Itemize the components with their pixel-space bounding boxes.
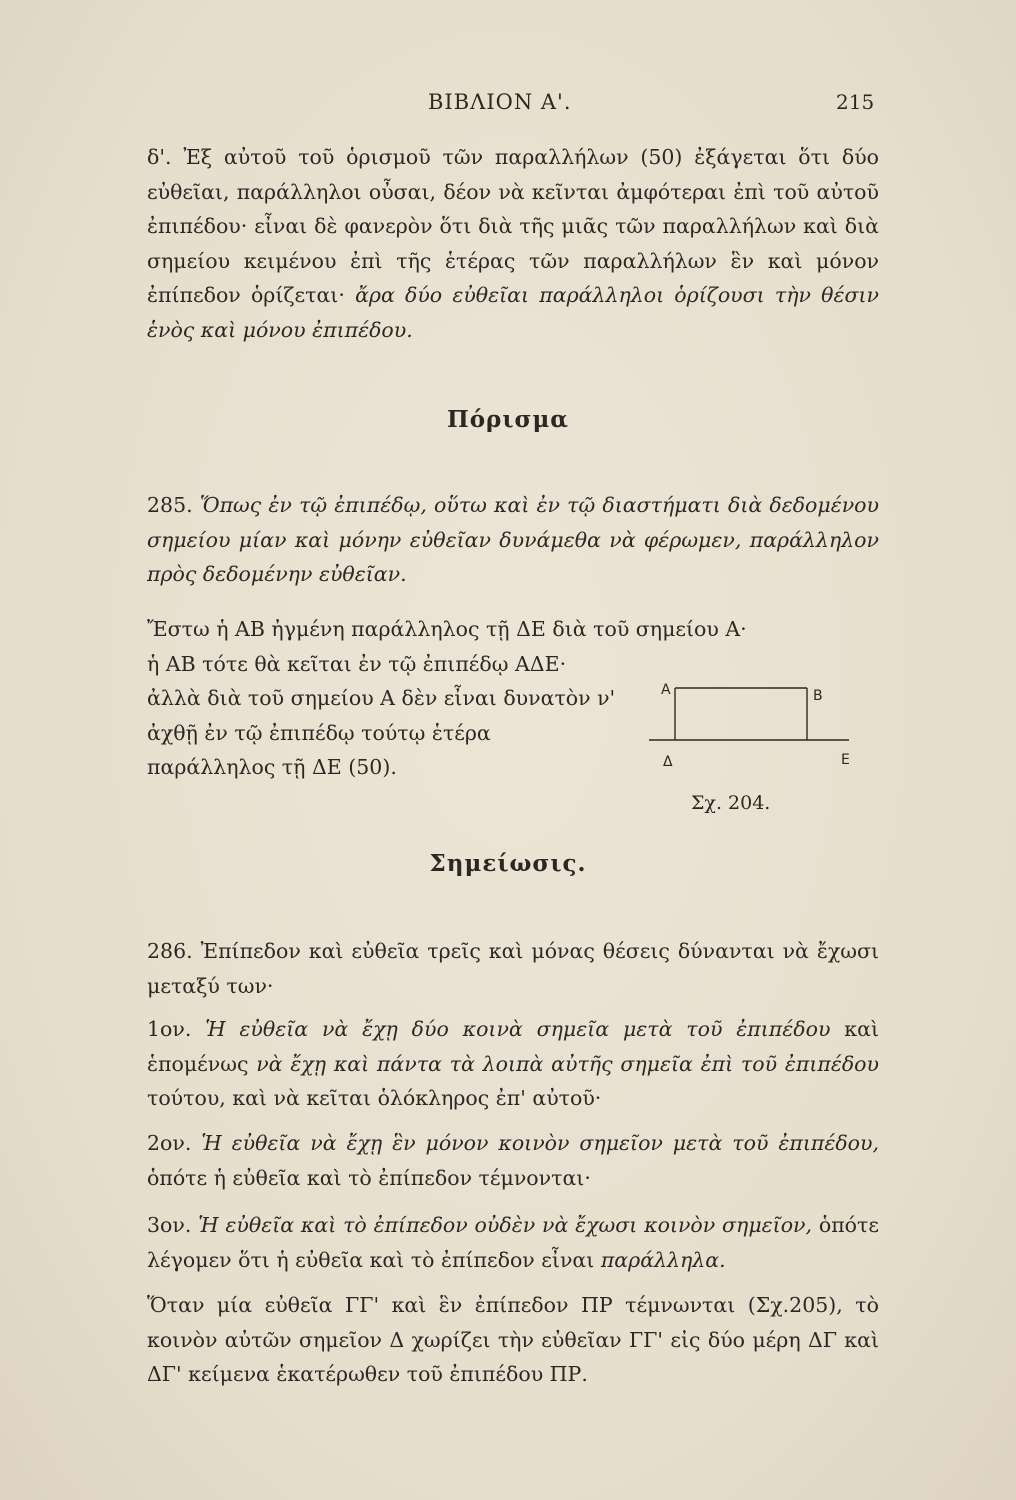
paragraph-286: 286. Ἐπίπεδον καὶ εὐθεῖα τρεῖς καὶ μόνας θέσεις δύνανται νὰ ἔχωσι μεταξύ των· [147,939,879,998]
paragraph-delta-conclusion: ἄρα δύο εὐθεῖαι παράλληλοι ὁρίζουσι τὴν θέσιν ἑνὸς καὶ μόνου ἐπιπέδου. [147,283,879,342]
proof-with-figure [147,612,879,812]
heading-simeiosis: Σημείωσις. [429,850,587,877]
case-1-plain-a: καὶ ἑπομένως [147,1017,879,1076]
case-2-number: 2ον. [147,1131,192,1155]
paragraph-285 [147,488,879,592]
case-3-italic-b: παράλληλα. [600,1247,726,1272]
proof-rest: ἡ ΑΒ τότε θὰ κεῖται ἐν τῷ ἐπιπέδῳ ΑΔΕ· ἀλλὰ διὰ τοῦ σημείου Α δὲν εἶναι δυνατὸν ν' ἀχθῇ ἐν τῷ ἐπιπέδῳ τούτῳ ἑτέρα παράλληλος τῇ ΔΕ (50). [147,651,616,779]
case-1-number: 1ον. [147,1017,192,1041]
running-title: ΒΙΒΛΙΟΝ Α'. [428,90,572,114]
case-2-italic: Ἡ εὐθεῖα νὰ ἔχῃ ἓν μόνον κοινὸν σημεῖον μετὰ τοῦ ἐπιπέδου, [201,1131,879,1155]
running-head [0,90,1016,120]
figure-204 [637,680,877,790]
proof-first-line: Ἔστω ἡ ΑΒ ἠγμένη παράλληλος τῇ ΔΕ διὰ τοῦ σημείου Α· [147,617,747,641]
label-e: E [841,752,850,768]
paragraph-delta-text: δ'. Ἐξ αὐτοῦ τοῦ ὁρισμοῦ τῶν παραλλήλων (50) ἐξάγεται ὅτι δύο εὐθεῖαι, παράλληλοι οὖσαι, δέον νὰ κεῖνται ἀμφότεραι ἐπὶ τοῦ αὐτοῦ ἐπιπέδου· εἶναι δὲ φανερὸν ὅτι διὰ τῆς μιᾶς τῶν παραλλήλων καὶ διὰ σημείου κειμένου ἐπὶ τῆς ἑτέρας τῶν παραλλήλων ἓν καὶ μόνον ἐπίπεδον ὁρίζεται· [147,145,879,307]
case-1-italic-b: νὰ ἔχῃ καὶ πάντα τὰ λοιπὰ αὐτῆς σημεῖα ἐπὶ τοῦ ἐπιπέδου [256,1051,879,1076]
page-number: 215 [836,90,875,114]
paragraph-last: Ὅταν μία εὐθεῖα ΓΓ' καὶ ἓν ἐπίπεδον ΠΡ τέμνωνται (Σχ.205), τὸ κοινὸν αὐτῶν σημεῖον Δ χωρίζει τὴν εὐθεῖαν ΓΓ' εἰς δύο μέρη ΔΓ καὶ ΔΓ' κείμενα ἑκατέρωθεν τοῦ ἐπιπέδου ΠΡ. [147,1293,879,1386]
case-3-plain: ὁπότε λέγομεν ὅτι ἡ εὐθεῖα καὶ τὸ ἐπίπεδον εἶναι [147,1213,879,1272]
case-3 [147,1208,879,1277]
case-1-plain-b: τούτου, καὶ νὰ κεῖται ὁλόκληρος ἐπ' αὐτοῦ· [147,1086,602,1110]
label-a: A [661,682,671,698]
case-2 [147,1126,879,1195]
paragraph-285-statement: Ὅπως ἐν τῷ ἐπιπέδῳ, οὕτω καὶ ἐν τῷ διαστήματι διὰ δεδομένου σημείου μίαν καὶ μόνην εὐθεῖαν δυνάμεθα νὰ φέρωμεν, παράλληλον πρὸς δεδομένην εὐθεῖαν. [147,493,879,586]
case-1-italic-a: Ἡ εὐθεῖα νὰ ἔχῃ δύο κοινὰ σημεῖα μετὰ τοῦ ἐπιπέδου [205,1017,831,1041]
figure-caption: Σχ. 204. [691,792,771,814]
proof-text [147,612,747,785]
paragraph-285-number: 285. [147,493,193,517]
paragraph-delta [147,140,879,347]
case-3-number: 3ον. [147,1213,192,1237]
case-2-plain: ὁπότε ἡ εὐθεῖα καὶ τὸ ἐπίπεδον τέμνονται· [147,1165,591,1190]
case-1 [147,1012,879,1116]
label-b: B [813,688,823,704]
case-3-italic-a: Ἡ εὐθεῖα καὶ τὸ ἐπίπεδον οὐδὲν νὰ ἔχωσι κοινὸν σημεῖον, [198,1213,813,1237]
label-d: Δ [663,754,673,770]
heading-porisma: Πόρισμα [447,406,569,433]
